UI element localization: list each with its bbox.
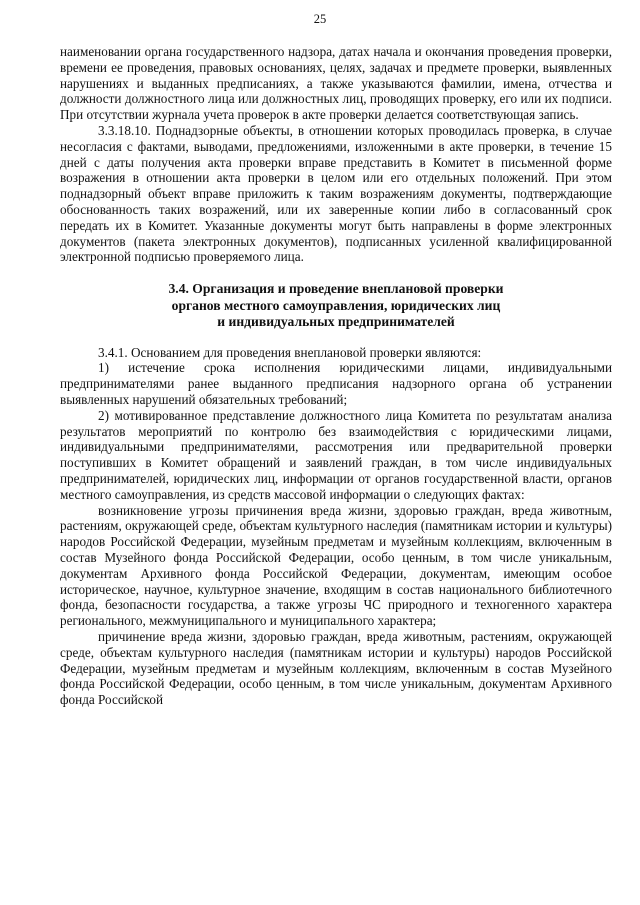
paragraph-journal-record: наименовании органа государственного надзора, датах начала и окончания проведения проверки, времени ее проведения, правовых основаниях, целях, задачах и предмете проверки, выявленных нарушениях и выданных предписаниях, а также указываются фамилии, имена, отчества и должности должностного лица или должностных лиц, проводящих проверку, его или их подписи. При отсутствии журнала учета проверок в акте проверки делается соответствующая запись. xyxy=(60,44,612,123)
paragraph-threat-of-harm: возникновение угрозы причинения вреда жизни, здоровью граждан, вреда животным, растениям, окружающей среде, объектам культурного наследия (памятникам истории и культуры) народов Российской Федерации, музейным предметам и музейным коллекциям, включенным в состав Музейного фонда Российской Федерации, особо ценным, в том числе уникальным, документам Архивного фонда Российской Федерации, документам, имеющим особое историческое, научное, культурное значение, входящим в состав национального библиотечного фонда, безопасности государства, а также угрозы ЧС природного и техногенного характера регионального, межмуниципального и муниципального характера; xyxy=(60,502,612,629)
document-body xyxy=(60,44,612,708)
section-heading-line-2: органов местного самоуправления, юридических лиц xyxy=(171,297,501,313)
paragraph-causing-harm: причинение вреда жизни, здоровью граждан, вреда животным, растениям, окружающей среде, объектам культурного наследия (памятникам истории и культуры) народов Российской Федерации, музейным предметам и музейным коллекциям, включенным в состав Музейного фонда Российской Федерации, особо ценным, в том числе уникальным, документам Архивного фонда Российской xyxy=(60,629,612,708)
section-heading-3-4 xyxy=(60,281,612,331)
page-number: 25 xyxy=(313,12,327,26)
section-heading-line-3: и индивидуальных предпринимателей xyxy=(217,314,455,330)
paragraph-3-4-1: 3.4.1. Основанием для проведения внеплановой проверки являются: xyxy=(98,344,482,360)
paragraph-item-2: 2) мотивированное представление должностного лица Комитета по результатам анализа результатов мероприятий по контролю без взаимодействия с юридическими лицами, индивидуальными предпринимателями, рассмотрения или предварительной проверки поступивших в Комитет обращений и заявлений граждан, в том числе индивидуальных предпринимателей, юридических лиц, информации от органов государственной власти, органов местного самоуправления, из средств массовой информации о следующих фактах: xyxy=(60,407,612,502)
paragraph-item-1: 1) истечение срока исполнения юридическими лицами, индивидуальными предпринимателями ранее выданного предписания надзорного органа об устранении выявленных нарушений обязательных требований; xyxy=(60,360,612,408)
section-heading-line-1: 3.4. Организация и проведение внеплановой проверки xyxy=(168,281,504,297)
paragraph-3-3-18-10: 3.3.18.10. Поднадзорные объекты, в отношении которых проводилась проверка, в случае несогласия с фактами, выводами, предложениями, изложенными в акте проверки, в течение 15 дней с даты получения акта проверки вправе представить в Комитет в письменной форме возражения в отношении акта проверки в целом или его отдельных положений. При этом поднадзорный объект вправе приложить к таким возражениям документы, подтверждающие обоснованность таких возражений, или их заверенные копии либо в согласованный срок передать их в Комитет. Указанные документы могут быть направлены в форме электронных документов (пакета электронных документов), подписанных усиленной квалифицированной электронной подписью проверяемого лица. xyxy=(60,122,612,265)
